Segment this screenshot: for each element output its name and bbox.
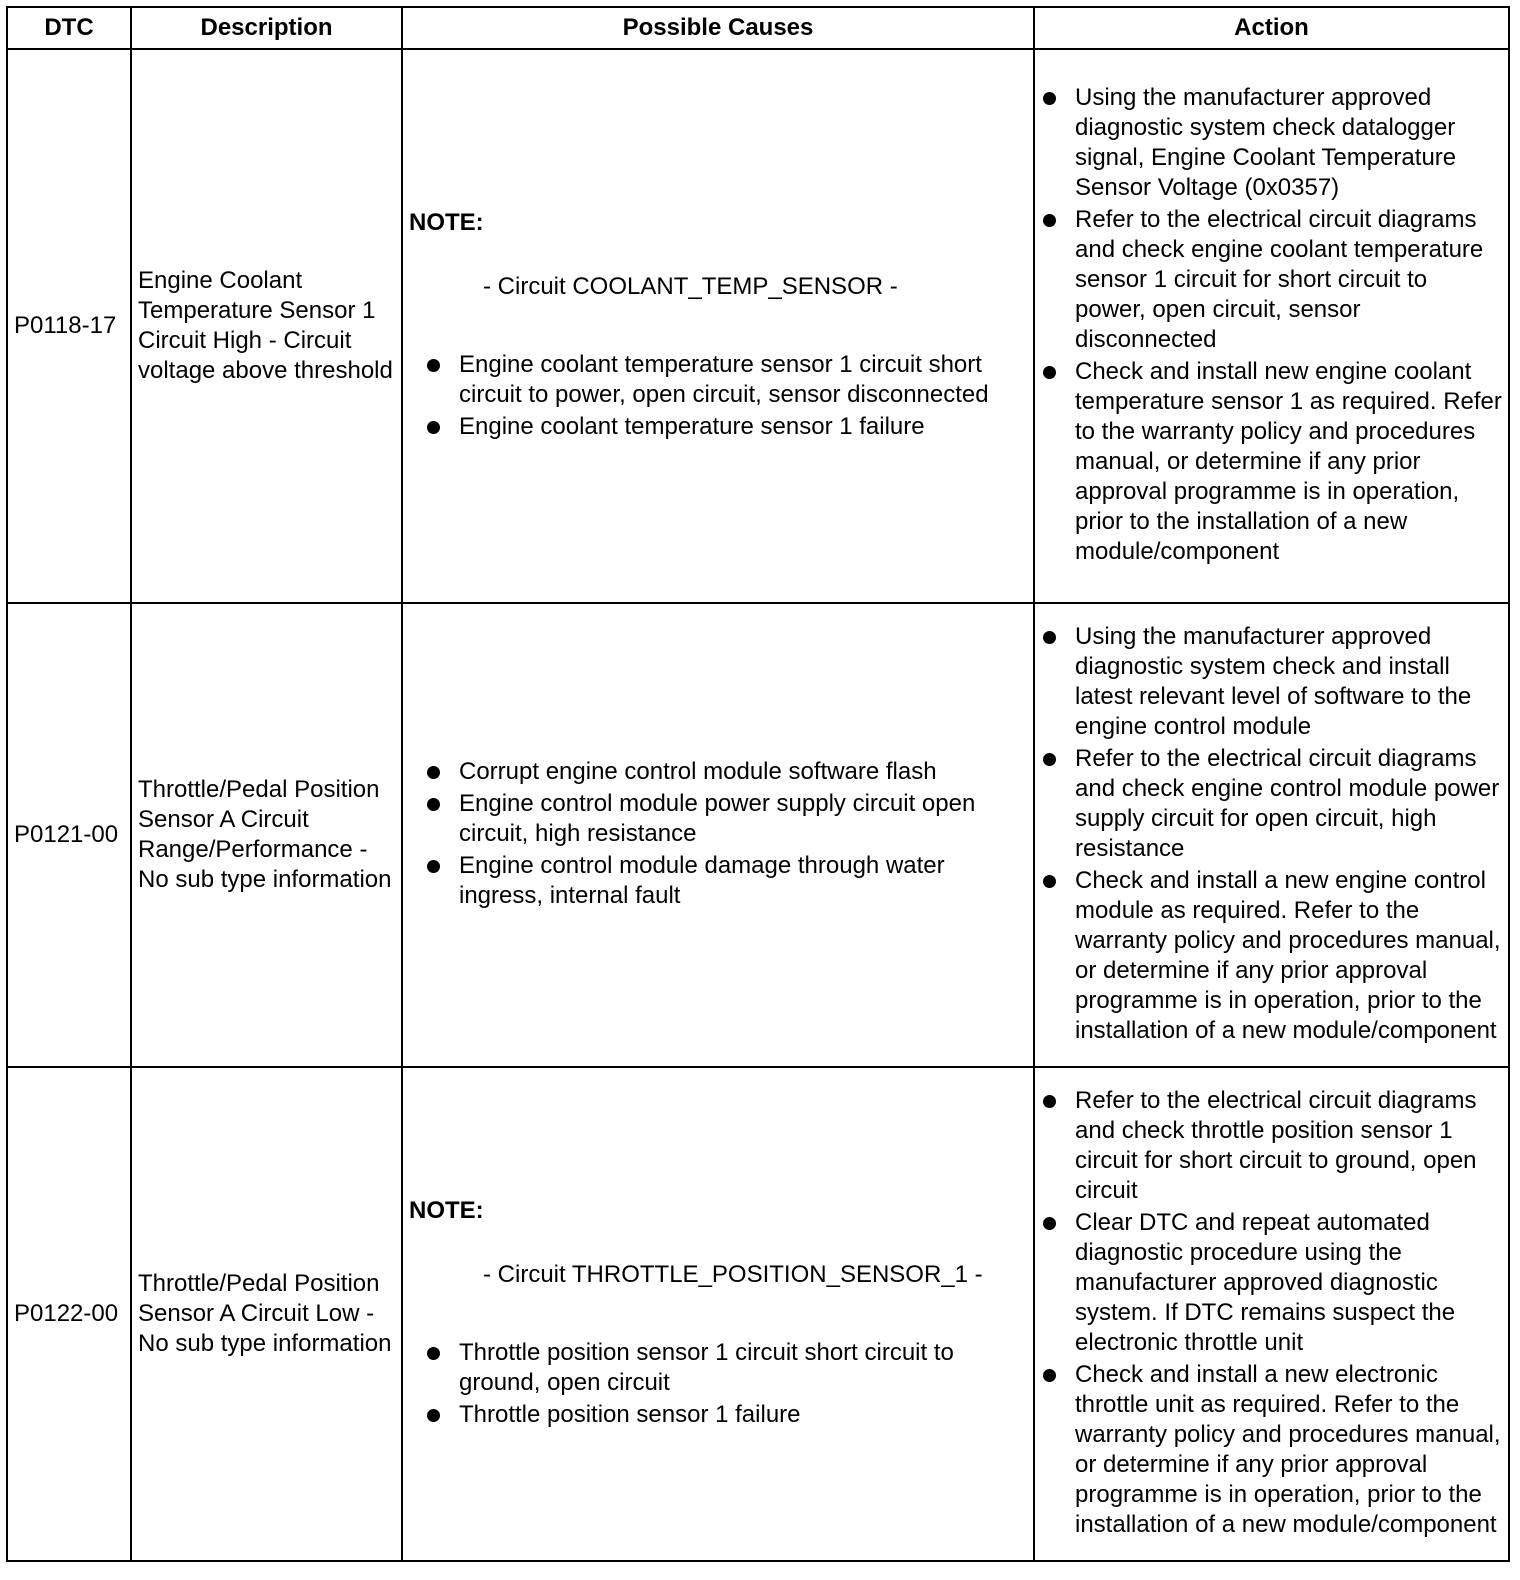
dtc-code: P0118-17 [7,49,131,603]
list-item [1041,744,1502,864]
cause-text: Throttle position sensor 1 failure [459,1401,801,1428]
action-text: Check and install a new electronic throttle unit as required. Refer to the warranty policy and procedures manual, or determine if any prior approval programme is in operation, prior to the installation of a new module/component [1075,1361,1501,1538]
cause-text: Engine control module power supply circuit open circuit, high resistance [459,790,976,847]
possible-causes-cell [402,49,1034,603]
cause-text: Corrupt engine control module software flash [459,758,937,785]
bullet-icon [1043,753,1056,766]
circuit-name: - Circuit THROTTLE_POSITION_SENSOR_1 - [483,1261,983,1288]
bullet-icon [427,1409,440,1422]
list-item [409,1400,1027,1430]
bullet-icon [1043,631,1056,644]
header-row [7,7,1509,49]
table-header [7,7,1509,49]
possible-causes-cell [402,603,1034,1067]
actions-list [1041,83,1502,567]
causes-list [409,350,1027,442]
action-text: Using the manufacturer approved diagnostic system check and install latest relevant level of software to the engine control module [1075,623,1472,740]
bullet-icon [427,421,440,434]
header-description: Description [131,7,402,49]
action-cell [1034,603,1509,1067]
list-item [1041,622,1502,742]
dtc-code: P0122-00 [7,1067,131,1561]
list-item [409,757,1027,787]
bullet-icon [427,359,440,372]
table-row [7,1067,1509,1561]
cause-text: Throttle position sensor 1 circuit short circuit to ground, open circuit [459,1339,954,1396]
dtc-table [6,6,1510,1562]
action-text: Check and install a new engine control module as required. Refer to the warranty policy and procedures manual, or determine if any prior approval programme is in operation, prior to the installation of a new module/component [1075,867,1501,1044]
note-label: NOTE: [409,1197,484,1224]
bullet-icon [1043,92,1056,105]
cause-text: Engine coolant temperature sensor 1 failure [459,413,925,440]
bullet-icon [427,860,440,873]
action-cell [1034,49,1509,603]
cause-text: Engine control module damage through water ingress, internal fault [459,852,945,909]
note-label: NOTE: [409,209,484,236]
actions-list [1041,1086,1502,1540]
list-item [1041,866,1502,1046]
bullet-icon [1043,214,1056,227]
header-possible-causes: Possible Causes [402,7,1034,49]
header-dtc: DTC [7,7,131,49]
bullet-icon [427,1347,440,1360]
action-text: Using the manufacturer approved diagnostic system check datalogger signal, Engine Coolant Temperature Sensor Voltage (0x0357) [1075,84,1457,201]
bullet-icon [1043,1095,1056,1108]
cause-text: Engine coolant temperature sensor 1 circuit short circuit to power, open circuit, sensor disconnected [459,351,989,408]
bullet-icon [1043,366,1056,379]
action-text: Refer to the electrical circuit diagrams and check engine coolant temperature sensor 1 circuit for short circuit to power, open circuit, sensor disconnected [1075,206,1484,353]
circuit-name: - Circuit COOLANT_TEMP_SENSOR - [483,273,898,300]
list-item [1041,1360,1502,1540]
list-item [409,1338,1027,1398]
action-cell [1034,1067,1509,1561]
actions-list [1041,622,1502,1046]
table-row [7,49,1509,603]
list-item [1041,83,1502,203]
action-text: Clear DTC and repeat automated diagnostic procedure using the manufacturer approved diagnostic system. If DTC remains suspect the electronic throttle unit [1075,1209,1456,1356]
list-item [1041,1208,1502,1358]
header-action: Action [1034,7,1509,49]
dtc-description: Engine Coolant Temperature Sensor 1 Circuit High - Circuit voltage above threshold [131,49,402,603]
table-row [7,603,1509,1067]
action-text: Refer to the electrical circuit diagrams and check throttle position sensor 1 circuit for short circuit to ground, open circuit [1075,1087,1477,1204]
list-item [409,412,1027,442]
list-item [1041,205,1502,355]
causes-list [409,1338,1027,1430]
bullet-icon [1043,1369,1056,1382]
bullet-icon [427,798,440,811]
dtc-description: Throttle/Pedal Position Sensor A Circuit Low - No sub type information [131,1067,402,1561]
list-item [409,789,1027,849]
action-text: Refer to the electrical circuit diagrams and check engine control module power supply circuit for open circuit, high resistance [1075,745,1500,862]
possible-causes-cell [402,1067,1034,1561]
dtc-description: Throttle/Pedal Position Sensor A Circuit Range/Performance - No sub type information [131,603,402,1067]
bullet-icon [427,766,440,779]
bullet-icon [1043,875,1056,888]
bullet-icon [1043,1217,1056,1230]
list-item [1041,357,1502,567]
dtc-code: P0121-00 [7,603,131,1067]
action-text: Check and install new engine coolant temperature sensor 1 as required. Refer to the warranty policy and procedures manual, or determine if any prior approval programme is in operation, prior to the installation of a new module/component [1075,358,1502,565]
list-item [409,350,1027,410]
causes-list [409,757,1027,911]
list-item [1041,1086,1502,1206]
list-item [409,851,1027,911]
table-body [7,49,1509,1561]
